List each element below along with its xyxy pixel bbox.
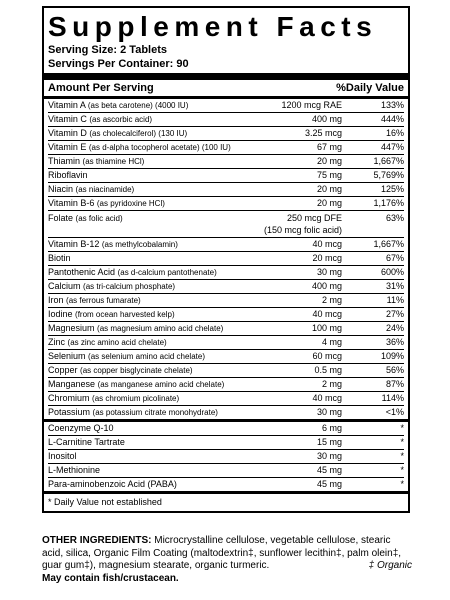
other-name: Inositol: [48, 451, 77, 461]
nutrient-name: [48, 99, 252, 112]
other-amount: 15 mg: [316, 437, 342, 447]
nutrient-amount: 400 mg: [311, 281, 342, 291]
nutrient-row: [48, 127, 404, 141]
nutrient-main-name: Chromium: [48, 393, 90, 403]
other-amount: 6 mg: [321, 423, 342, 433]
nutrient-daily-value: 133%: [380, 100, 404, 110]
nutrient-amount: 60 mcg: [312, 351, 342, 361]
nutrient-amount: 100 mg: [311, 323, 342, 333]
footnote: * Daily Value not established: [48, 497, 162, 507]
nutrient-name: [48, 197, 252, 210]
nutrient-name: [48, 308, 252, 321]
nutrient-main-name: Pantothenic Acid: [48, 267, 116, 277]
nutrient-amount: 2 mg: [321, 379, 342, 389]
nutrient-main-name: Folate: [48, 213, 74, 223]
nutrient-daily-value: 600%: [380, 267, 404, 277]
nutrient-daily-value: 11%: [386, 295, 404, 305]
allergen-warning: May contain fish/crustacean.: [42, 572, 179, 584]
nutrient-amount: 400 mg: [311, 114, 342, 124]
nutrient-main-name: Zinc: [48, 337, 66, 347]
nutrient-main-name: Vitamin B-6: [48, 198, 95, 208]
nutrient-name: [48, 280, 252, 293]
nutrient-source: (as thiamine HCl): [82, 157, 145, 166]
other-ingredients-label: OTHER INGREDIENTS:: [42, 535, 152, 546]
serving-size: Serving Size: 2 Tablets: [48, 44, 168, 56]
nutrient-main-name: Vitamin B-12: [48, 239, 100, 249]
supplement-facts-panel: [42, 6, 410, 513]
nutrient-daily-value: 16%: [385, 128, 404, 138]
nutrient-amount: 40 mcg: [312, 239, 342, 249]
nutrient-source: (as cholecalciferol) (130 IU): [89, 129, 188, 138]
nutrient-source: (as tri-calcium phosphate): [83, 282, 176, 291]
nutrient-daily-value: <1%: [385, 407, 404, 417]
nutrient-source: (as niacinamide): [75, 185, 135, 194]
nutrient-row: [48, 266, 404, 280]
nutrient-amount: 40 mcg: [312, 309, 342, 319]
nutrient-daily-value: 24%: [385, 323, 404, 333]
nutrient-row: [48, 378, 404, 392]
nutrient-daily-value: 31%: [385, 281, 404, 291]
nutrient-row: [48, 141, 404, 155]
nutrient-daily-value: 1,667%: [373, 239, 404, 249]
nutrient-name: [48, 392, 252, 405]
nutrient-amount: 20 mg: [316, 198, 342, 208]
nutrient-main-name: Selenium: [48, 351, 86, 361]
nutrient-row: [48, 183, 404, 197]
nutrient-amount: [252, 212, 342, 236]
nutrient-source: (as beta carotene) (4000 IU): [87, 101, 189, 110]
nutrient-row: [48, 169, 404, 183]
nutrient-daily-value: 114%: [381, 393, 404, 403]
nutrient-daily-value: 63%: [385, 213, 404, 223]
other-daily-value: *: [400, 423, 404, 433]
nutrient-name: [48, 169, 252, 182]
nutrient-source: (as chromium picolinate): [92, 394, 180, 403]
other-name: L-Carnitine Tartrate: [48, 437, 125, 447]
nutrient-source: (as d-alpha tocopherol acetate) (100 IU): [88, 143, 231, 152]
nutrient-source: (as copper bisglycinate chelate): [80, 366, 193, 375]
nutrient-daily-value: 125%: [380, 184, 404, 194]
nutrient-main-name: Thiamin: [48, 156, 81, 166]
nutrient-amount: 20 mg: [316, 156, 342, 166]
other-ingredient-list: [48, 422, 404, 491]
nutrient-main-name: Iodine: [48, 309, 73, 319]
nutrient-daily-value: 67%: [385, 253, 404, 263]
nutrient-source: (as ferrous fumarate): [66, 296, 141, 305]
other-name: L-Methionine: [48, 465, 101, 475]
nutrient-daily-value: 444%: [380, 114, 404, 124]
nutrient-main-name: Magnesium: [48, 323, 95, 333]
thick-divider: [44, 73, 408, 80]
nutrient-source: (as pyridoxine HCl): [96, 199, 165, 208]
nutrient-daily-value: 1,667%: [373, 156, 404, 166]
nutrient-name: [48, 252, 252, 265]
daily-value-label: %Daily Value: [336, 82, 404, 94]
nutrient-main-name: Vitamin A: [48, 100, 86, 110]
nutrient-name: [48, 238, 252, 251]
other-ingredients-section: [42, 535, 412, 585]
nutrient-source: (as d-calcium pantothenate): [117, 268, 217, 277]
nutrient-row: [48, 350, 404, 364]
nutrient-amount: 0.5 mg: [314, 365, 342, 375]
amount-per-serving-label: Amount Per Serving: [48, 82, 154, 94]
nutrient-amount: 1200 mcg RAE: [281, 100, 342, 110]
servings-per-container: Servings Per Container: 90: [48, 57, 189, 70]
other-row: [48, 422, 404, 436]
nutrient-name: [48, 212, 252, 225]
nutrient-row: [48, 155, 404, 169]
nutrient-name: [48, 141, 252, 154]
nutrient-main-name: Iron: [48, 295, 64, 305]
nutrient-name: [48, 336, 252, 349]
other-amount: 30 mg: [316, 451, 342, 461]
nutrient-row: [48, 280, 404, 294]
other-name: Coenzyme Q-10: [48, 423, 114, 433]
other-ingredients-text: Microcrystalline cellulose, vegetable cellulose, stearic acid, silica, Organic Film Coating (maltodextrin‡, sunflower lecithin‡, palm olein‡, guar gum‡), magnesium stearate, organic turmeric.: [42, 535, 402, 571]
other-daily-value: *: [400, 465, 404, 475]
nutrient-amount: 20 mcg: [312, 253, 342, 263]
nutrient-main-name: Biotin: [48, 253, 71, 263]
nutrient-main-name: Potassium: [48, 407, 91, 417]
nutrient-amount: 75 mg: [316, 170, 342, 180]
nutrient-source: (as ascorbic acid): [89, 115, 153, 124]
nutrient-name: [48, 155, 252, 168]
nutrient-daily-value: 56%: [385, 365, 404, 375]
other-row: [48, 478, 404, 491]
other-daily-value: *: [400, 451, 404, 461]
nutrient-row: [48, 364, 404, 378]
nutrient-main-name: Riboflavin: [48, 170, 88, 180]
nutrient-name: [48, 364, 252, 377]
nutrient-daily-value: 1,176%: [373, 198, 404, 208]
nutrient-source: (as magnesium amino acid chelate): [97, 324, 224, 333]
nutrient-main-name: Vitamin C: [48, 114, 87, 124]
organic-note: ‡ Organic: [368, 560, 412, 571]
nutrient-daily-value: 87%: [385, 379, 404, 389]
nutrient-amount-line: 250 mcg DFE: [286, 213, 342, 223]
nutrient-row: [48, 294, 404, 308]
nutrient-daily-value: 109%: [380, 351, 404, 361]
nutrient-daily-value: 36%: [385, 337, 404, 347]
nutrient-main-name: Copper: [48, 365, 78, 375]
nutrient-amount: 3.25 mcg: [304, 128, 342, 138]
nutrient-name: [48, 350, 252, 363]
nutrient-amount: 40 mcg: [312, 393, 342, 403]
nutrient-source: (as manganese amino acid chelate): [97, 380, 225, 389]
nutrient-name: [48, 406, 252, 419]
nutrient-row: [48, 197, 404, 211]
nutrient-row: [48, 113, 404, 127]
nutrient-source: (as folic acid): [75, 214, 123, 223]
other-daily-value: *: [400, 437, 404, 447]
nutrient-row: [48, 252, 404, 266]
nutrient-name: [48, 183, 252, 196]
nutrient-main-name: Vitamin E: [48, 142, 87, 152]
nutrient-amount: 4 mg: [321, 337, 342, 347]
nutrient-row: [48, 211, 404, 238]
nutrient-source: (as zinc amino acid chelate): [67, 338, 167, 347]
nutrient-source: (as selenium amino acid chelate): [88, 352, 205, 361]
nutrient-amount: 67 mg: [316, 142, 342, 152]
nutrient-amount-note: (150 mcg folic acid): [263, 225, 342, 235]
nutrient-name: [48, 378, 252, 391]
other-amount: 45 mg: [316, 479, 342, 489]
nutrient-main-name: Vitamin D: [48, 128, 87, 138]
nutrient-name: [48, 266, 252, 279]
nutrient-list: [48, 99, 404, 419]
nutrient-name: [48, 113, 252, 126]
nutrient-main-name: Calcium: [48, 281, 81, 291]
nutrient-row: [48, 406, 404, 419]
nutrient-amount: 20 mg: [316, 184, 342, 194]
nutrient-amount: 30 mg: [316, 267, 342, 277]
nutrient-source: (as potassium citrate monohydrate): [92, 408, 218, 417]
nutrient-amount: 30 mg: [316, 407, 342, 417]
other-daily-value: *: [400, 479, 404, 489]
nutrient-name: [48, 294, 252, 307]
nutrient-row: [48, 99, 404, 113]
other-name: Para-aminobenzoic Acid (PABA): [48, 479, 177, 489]
nutrient-row: [48, 322, 404, 336]
nutrient-row: [48, 392, 404, 406]
other-row: [48, 436, 404, 450]
other-row: [48, 464, 404, 478]
nutrient-row: [48, 336, 404, 350]
nutrient-daily-value: 27%: [385, 309, 404, 319]
nutrient-main-name: Niacin: [48, 184, 74, 194]
panel-title: Supplement Facts: [48, 11, 378, 42]
other-amount: 45 mg: [316, 465, 342, 475]
nutrient-row: [48, 238, 404, 252]
nutrient-daily-value: 447%: [380, 142, 404, 152]
nutrient-source: (from ocean harvested kelp): [75, 310, 175, 319]
nutrient-amount: 2 mg: [321, 295, 342, 305]
other-row: [48, 450, 404, 464]
column-header: [48, 80, 404, 96]
nutrient-daily-value: 5,769%: [373, 170, 404, 180]
nutrient-name: [48, 127, 252, 140]
nutrient-source: (as methylcobalamin): [101, 240, 178, 249]
nutrient-name: [48, 322, 252, 335]
nutrient-row: [48, 308, 404, 322]
nutrient-main-name: Manganese: [48, 379, 96, 389]
